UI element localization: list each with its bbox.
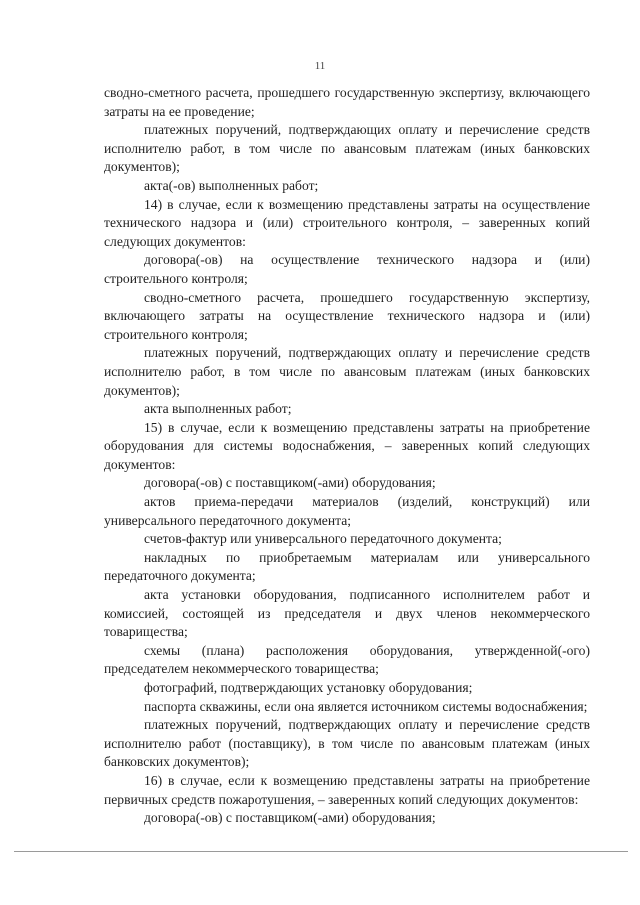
paragraph: 15) в случае, если к возмещению представлены затраты на приобретение оборудования для системы водоснабжения, – заверенных копий следующих документов:	[104, 419, 590, 472]
paragraph: акта установки оборудования, подписанного исполнителем работ и комиссией, состоящей из председателя и двух членов некоммерческого товарищества;	[104, 587, 590, 640]
paragraph: акта выполненных работ;	[144, 401, 292, 417]
bottom-divider-line	[14, 851, 628, 852]
paragraph: актов приема-передачи материалов (изделий, конструкций) или универсального передаточного документа;	[104, 494, 590, 528]
paragraph: сводно-сметного расчета, прошедшего государственную экспертизу, включающего затраты на осуществление технического надзора и (или) строительного контроля;	[104, 289, 590, 342]
paragraph: 16) в случае, если к возмещению представлены затраты на приобретение первичных средств пожаротушения, – заверенных копий следующих документов:	[104, 772, 590, 807]
paragraph: платежных поручений, подтверждающих оплату и перечисление средств исполнителю работ, в том числе по авансовым платежам (иных банковских документов);	[104, 345, 590, 398]
paragraph: платежных поручений, подтверждающих оплату и перечисление средств исполнителю работ (поставщику), в том числе по авансовым платежам (иных банковских документов);	[104, 717, 590, 770]
paragraph: акта(-ов) выполненных работ;	[144, 177, 319, 193]
paragraph: договора(-ов) с поставщиком(-ами) оборудования;	[144, 810, 436, 826]
page-number: 11	[314, 60, 326, 72]
paragraph: сводно-сметного расчета, прошедшего государственную экспертизу, включающего затраты на ее проведение;	[104, 85, 590, 119]
paragraph: договора(-ов) с поставщиком(-ами) оборудования;	[144, 475, 436, 491]
paragraph: платежных поручений, подтверждающих оплату и перечисление средств исполнителю работ, в том числе по авансовым платежам (иных банковских документов);	[104, 122, 590, 175]
paragraph: 14) в случае, если к возмещению представлены затраты на осуществление технического надзора и (или) строительного контроля, – заверенных копий следующих документов:	[104, 196, 590, 249]
paragraph: договора(-ов) на осуществление технического надзора и (или) строительного контроля;	[104, 252, 590, 286]
paragraph: паспорта скважины, если она является источником системы водоснабжения;	[144, 698, 588, 714]
document-body	[104, 84, 590, 828]
paragraph: схемы (плана) расположения оборудования, утвержденной(-ого) председателем некоммерческого товарищества;	[104, 642, 590, 677]
paragraph: фотографий, подтверждающих установку оборудования;	[144, 680, 473, 695]
paragraph: счетов-фактур или универсального передаточного документа;	[144, 531, 502, 547]
paragraph: накладных по приобретаемым материалам или универсального передаточного документа;	[104, 549, 590, 584]
